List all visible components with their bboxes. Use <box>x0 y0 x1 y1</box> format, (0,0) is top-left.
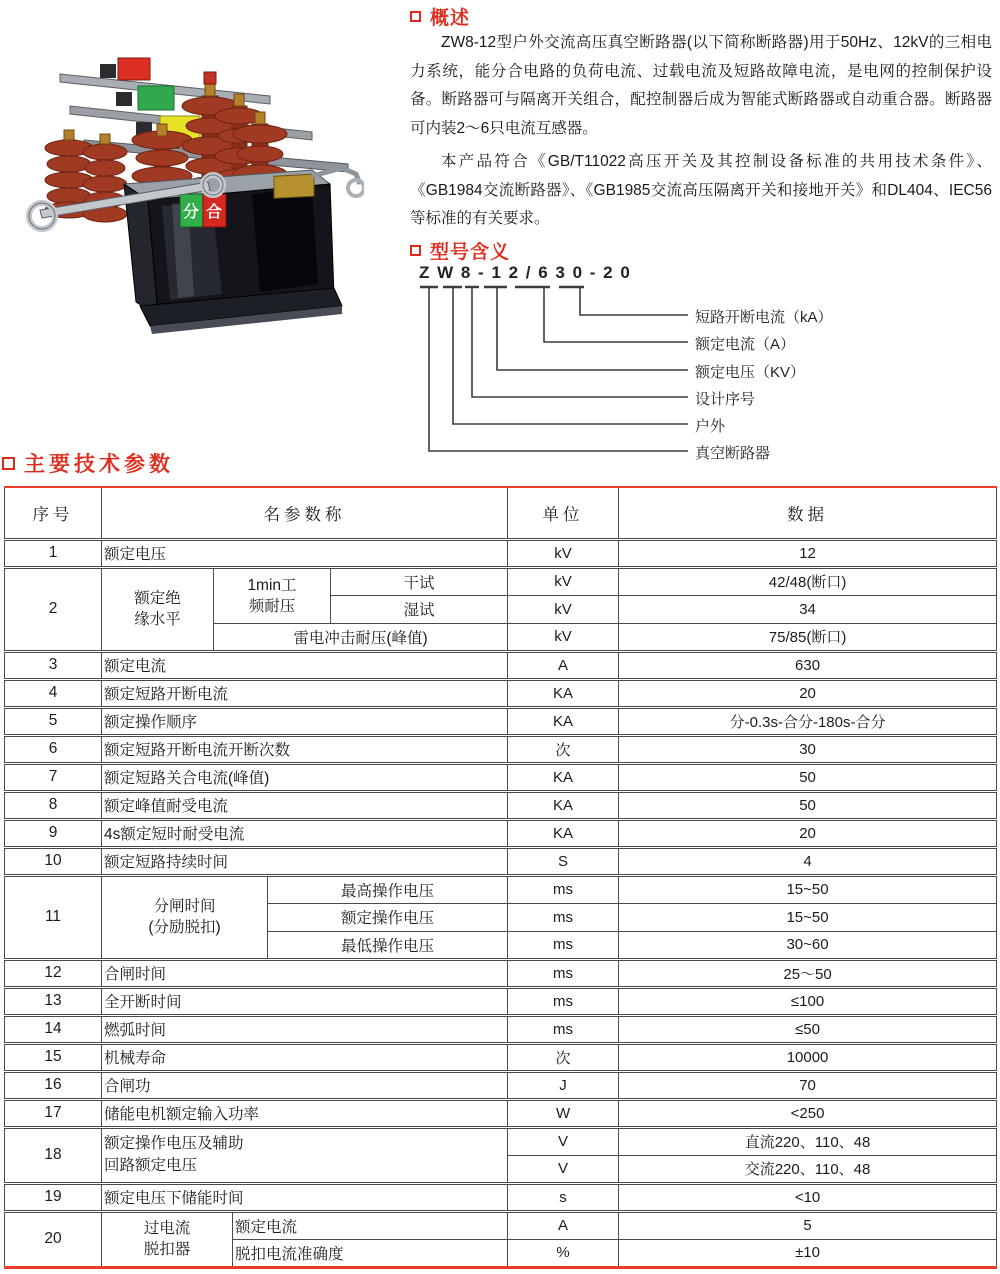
header-unit: 单位 <box>508 487 619 539</box>
table-row: 10 额定短路持续时间 S 4 <box>5 847 997 875</box>
open-label: 分 <box>182 204 200 221</box>
section-square-icon <box>410 11 421 22</box>
overview-body <box>410 24 992 234</box>
table-row: 17 储能电机额定输入功率 W <250 <box>5 1099 997 1127</box>
section-square-icon <box>2 457 15 470</box>
close-label: 合 <box>205 204 223 221</box>
table-row: 12 合闸时间 ms 25～50 <box>5 959 997 987</box>
red-tag <box>118 58 150 80</box>
model-breakdown-diagram <box>410 280 710 480</box>
overview-paragraph-1: ZW8-12型户外交流高压真空断路器(以下简称断路器)用于50Hz、12kV的三相电力系统，能分合电路的负荷电流、过载电流及短路故障电流，是电网的控制保护设备。断路器可与隔离开关组合，配控制器后成为智能式断路器或自动重合器。断路器可内装2～6只电流互感器。 <box>410 34 992 137</box>
header-no: 序号 <box>5 487 102 539</box>
open-close-plate <box>180 194 226 227</box>
table-row: 2 额定绝 缘水平 1min工 频耐压 干试 kV 42/48(断口) <box>5 567 997 595</box>
model-meaning-heading <box>410 237 510 264</box>
header-data: 数据 <box>619 487 997 539</box>
table-row: 14 燃弧时间 ms ≤50 <box>5 1015 997 1043</box>
model-label-outdoor: 户外 <box>695 418 726 435</box>
table-row: 15 机械寿命 次 10000 <box>5 1043 997 1071</box>
table-row: 5 额定操作顺序 KA 分-0.3s-合分-180s-合分 <box>5 707 997 735</box>
table-row: 16 合闸功 J 70 <box>5 1071 997 1099</box>
table-row: 7 额定短路关合电流(峰值) KA 50 <box>5 763 997 791</box>
section-square-icon <box>410 245 421 256</box>
header-name: 名参数称 <box>102 487 508 539</box>
parameters-table <box>4 486 997 1269</box>
table-row: 11 分闸时间 (分励脱扣) 最高操作电压 ms 15~50 <box>5 875 997 903</box>
table-row: 最低操作电压 ms 30~60 <box>5 931 997 959</box>
green-tag <box>138 86 174 110</box>
table-row: 13 全开断时间 ms ≤100 <box>5 987 997 1015</box>
overview-title: 概述 <box>430 8 471 29</box>
model-connector-line <box>453 287 688 424</box>
model-meaning-title: 型号含义 <box>430 242 511 263</box>
table-row: 6 额定短路开断电流开断次数 次 30 <box>5 735 997 763</box>
table-row: 3 额定电流 A 630 <box>5 651 997 679</box>
parameters-heading <box>2 448 174 478</box>
table-row: 4 额定短路开断电流 KA 20 <box>5 679 997 707</box>
nameplate <box>274 174 314 198</box>
model-label-rated-current: 额定电流（A） <box>695 336 796 353</box>
table-row: 9 4s额定短时耐受电流 KA 20 <box>5 819 997 847</box>
model-label-vacuum-breaker: 真空断路器 <box>695 445 771 462</box>
parameters-title: 主要技术参数 <box>24 453 174 476</box>
model-connector-line <box>580 287 688 315</box>
model-label-rated-voltage: 额定电压（KV） <box>695 364 806 381</box>
table-row: 湿试 kV 34 <box>5 595 997 623</box>
model-connector-line <box>429 287 688 451</box>
table-row: 18 额定操作电压及辅助 回路额定电压 V 直流220、110、48 <box>5 1127 997 1155</box>
model-connector-line <box>497 287 688 370</box>
model-label-design-serial: 设计序号 <box>695 391 756 408</box>
model-designation: Z W 8 - 1 2 / 6 3 0 - 2 0 <box>419 263 632 282</box>
table-row: 1 额定电压 kV 12 <box>5 539 997 567</box>
product-photo <box>12 44 364 336</box>
table-row: 脱扣电流准确度 % ±10 <box>5 1239 997 1267</box>
table-row: 19 额定电压下储能时间 s <10 <box>5 1183 997 1211</box>
table-header-row <box>5 487 997 539</box>
table-row: V 交流220、110、48 <box>5 1155 997 1183</box>
table-row: 雷电冲击耐压(峰值) kV 75/85(断口) <box>5 623 997 651</box>
table-row: 额定操作电压 ms 15~50 <box>5 903 997 931</box>
overview-paragraph-2: 本产品符合《GB/T11022高压开关及其控制设备标准的共用技术条件》、《GB1984交流断路器》、《GB1985交流高压隔离开关和接地开关》和DL404、IEC56等标准的有关要求。 <box>410 153 992 227</box>
model-label-breaking-current: 短路开断电流（kA） <box>695 309 833 326</box>
table-row: 20 过电流 脱扣器 额定电流 A 5 <box>5 1211 997 1239</box>
table-row: 8 额定峰值耐受电流 KA 50 <box>5 791 997 819</box>
